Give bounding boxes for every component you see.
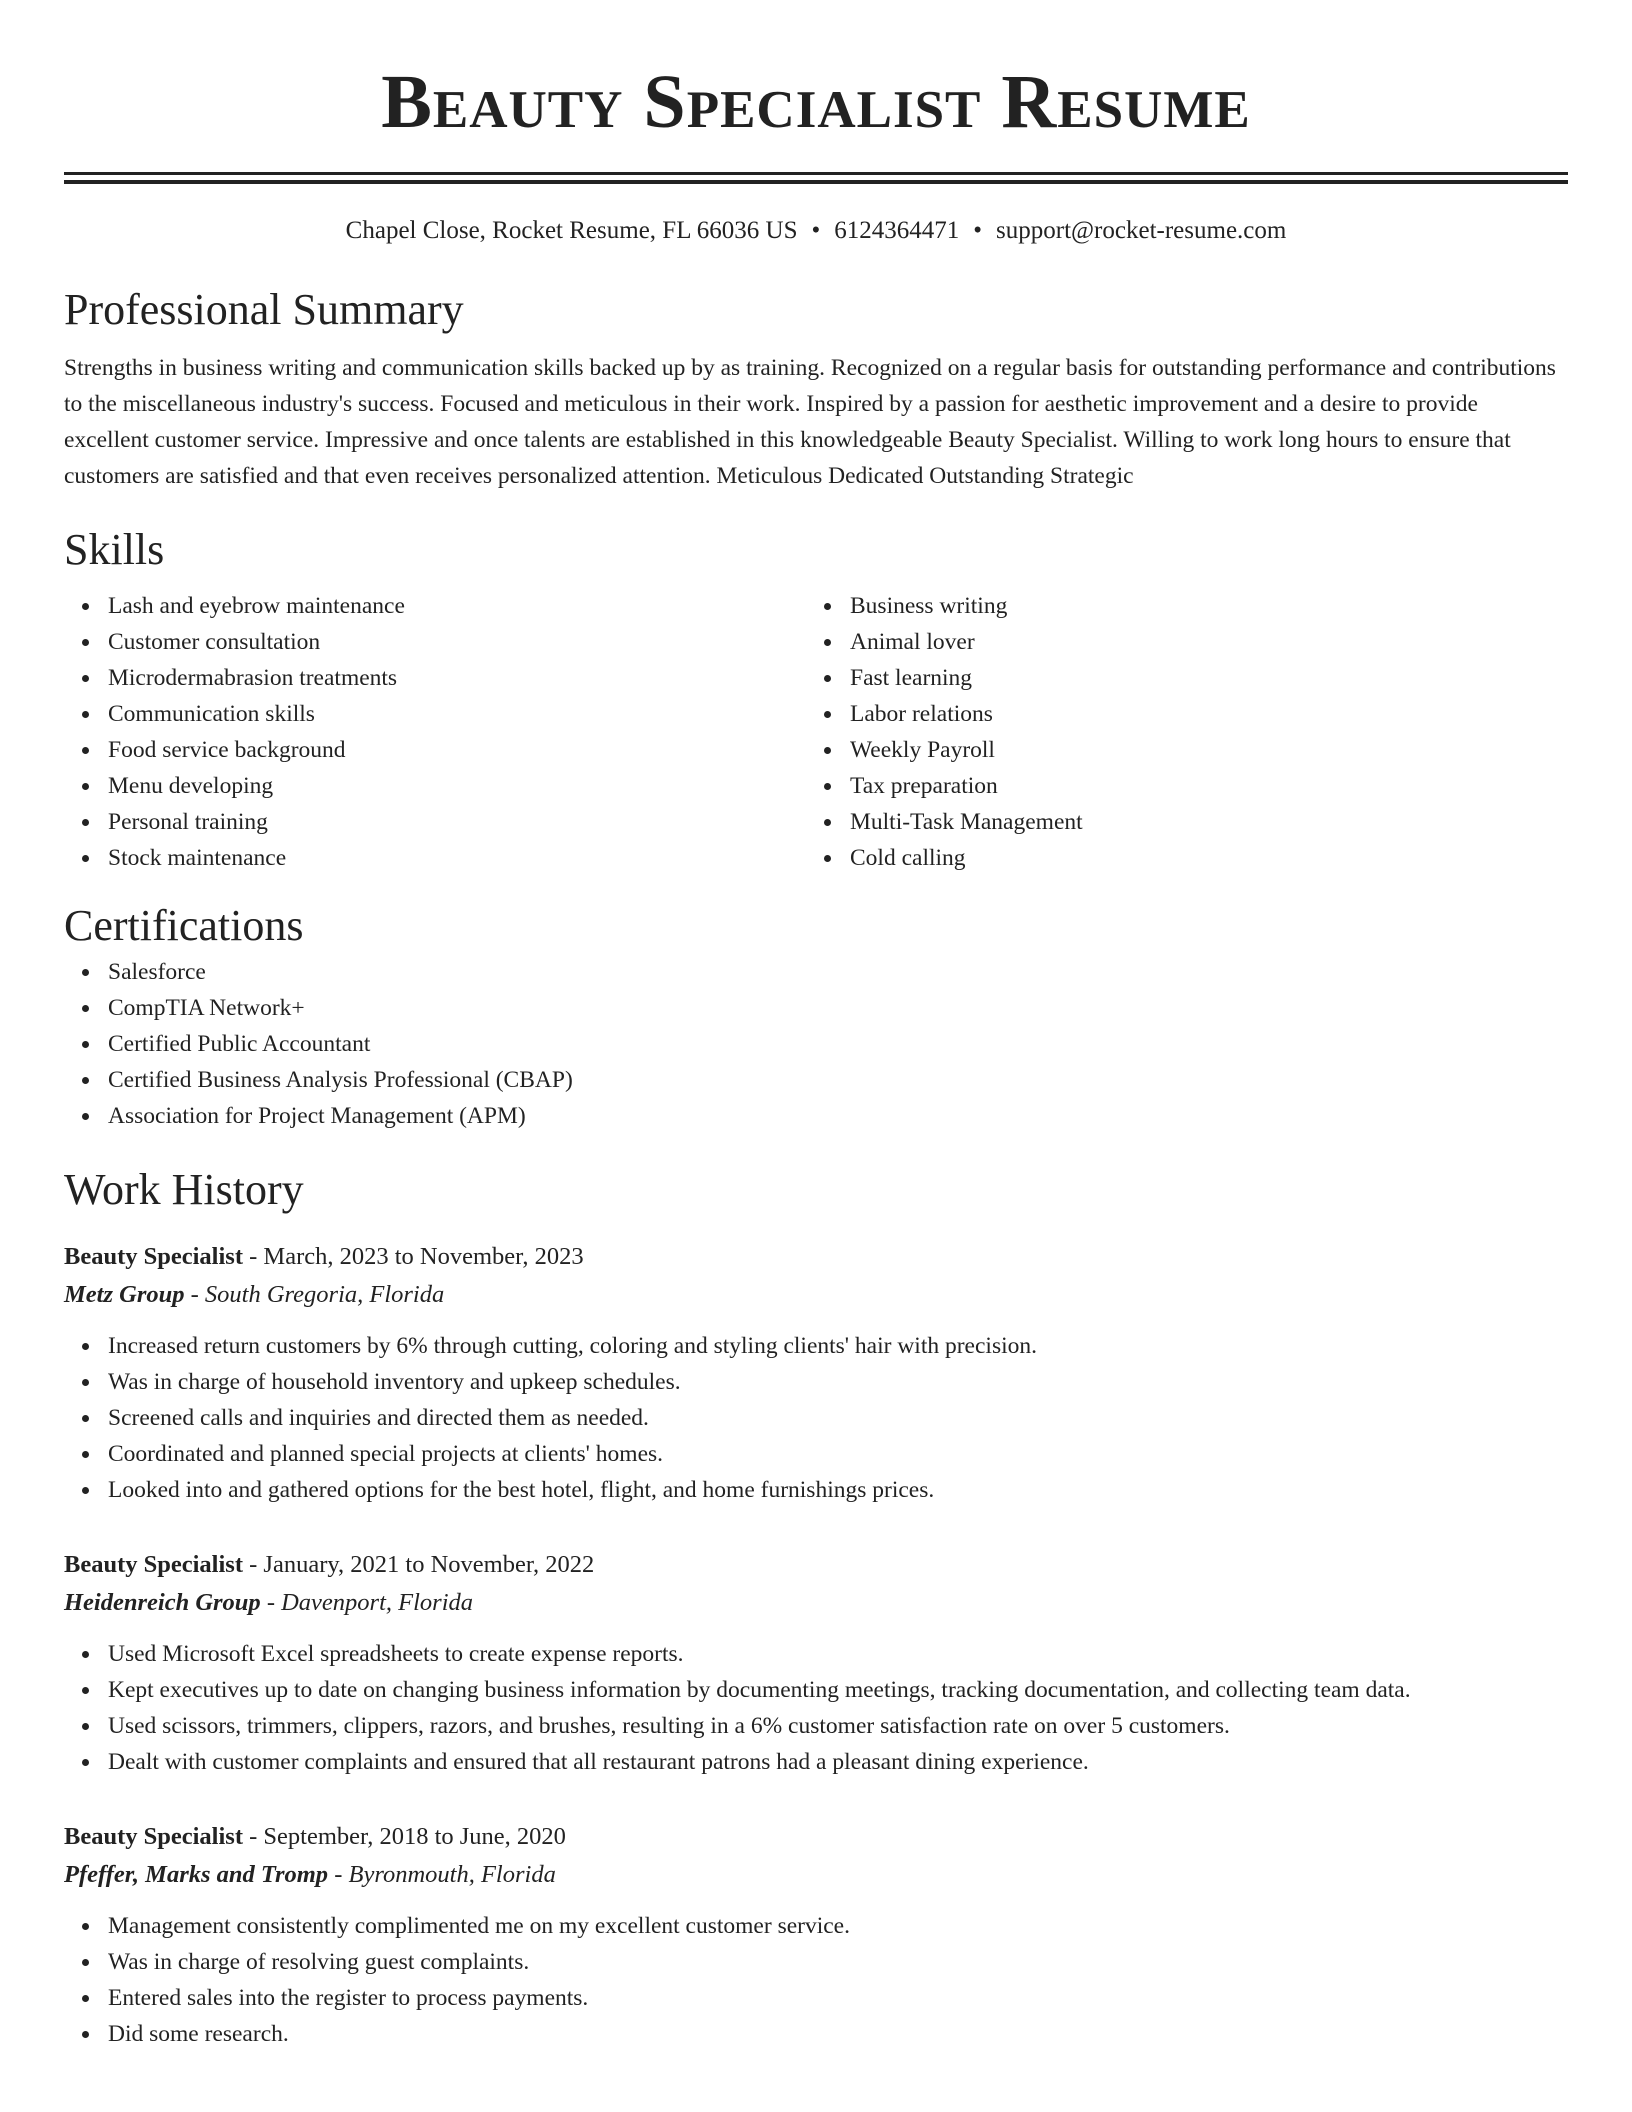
- skills-list-right: [806, 588, 1548, 876]
- skills-column-left: [64, 588, 806, 876]
- certification-item: Certified Public Accountant: [108, 1026, 1568, 1062]
- job-company-line: [64, 1856, 1568, 1894]
- job-title: Beauty Specialist: [64, 1243, 243, 1270]
- skill-item: Customer consultation: [108, 624, 806, 660]
- skill-item: Fast learning: [850, 660, 1548, 696]
- skill-item: Stock maintenance: [108, 840, 806, 876]
- job-dash: -: [334, 1861, 343, 1888]
- job-dates: January, 2021 to November, 2022: [263, 1551, 595, 1578]
- job-title-line: [64, 1238, 1568, 1276]
- certifications-heading: Certifications: [64, 901, 304, 950]
- job-company-line: [64, 1584, 1568, 1622]
- job-dates: March, 2023 to November, 2023: [263, 1243, 584, 1270]
- skill-item: Food service background: [108, 732, 806, 768]
- job-bullet: Entered sales into the register to process payments.: [108, 1980, 1568, 2016]
- skills-columns: [64, 588, 1568, 876]
- certification-item: Certified Business Analysis Professional (CBAP): [108, 1062, 1568, 1098]
- certification-item: Association for Project Management (APM): [108, 1098, 1568, 1134]
- contact-line: [64, 214, 1568, 248]
- job-dash: -: [266, 1589, 275, 1616]
- job-bullets: [64, 1328, 1568, 1508]
- job-location: South Gregoria, Florida: [204, 1281, 445, 1308]
- job-company: Pfeffer, Marks and Tromp: [64, 1861, 329, 1888]
- contact-email: support@rocket-resume.com: [996, 217, 1287, 244]
- job-bullet: Increased return customers by 6% through cutting, coloring and styling clients' hair with precision.: [108, 1328, 1568, 1364]
- job-dash: -: [249, 1551, 258, 1578]
- job-entry: [64, 1818, 1568, 2052]
- certification-item: CompTIA Network+: [108, 990, 1568, 1026]
- title-double-rule: [64, 172, 1568, 184]
- job-dash: -: [249, 1243, 258, 1270]
- job-entry: [64, 1238, 1568, 1508]
- job-bullets: [64, 1908, 1568, 2052]
- job-title-line: [64, 1546, 1568, 1584]
- skills-heading: Skills: [64, 525, 165, 574]
- skill-item: Multi-Task Management: [850, 804, 1548, 840]
- summary-text: Strengths in business writing and communication skills backed up by as training. Recognized on a regular basis for outstanding performance and contributions to the miscellaneous industry's success. Focused and meticulous in their work. Inspired by a passion for aesthetic improvement and a desire to provide excellent customer service. Impressive and once talents are established in this knowledgeable Beauty Specialist. Willing to work long hours to ensure that customers are satisfied and that even receives personalized attention. Meticulous Dedicated Outstanding Strategic: [64, 355, 1556, 489]
- job-title: Beauty Specialist: [64, 1551, 243, 1578]
- skill-item: Business writing: [850, 588, 1548, 624]
- job-bullet: Was in charge of resolving guest complaints.: [108, 1944, 1568, 1980]
- job-bullet: Was in charge of household inventory and upkeep schedules.: [108, 1364, 1568, 1400]
- contact-phone: 6124364471: [834, 217, 960, 244]
- job-bullet: Dealt with customer complaints and ensured that all restaurant patrons had a pleasant dining experience.: [108, 1744, 1568, 1780]
- job-bullet: Used Microsoft Excel spreadsheets to create expense reports.: [108, 1636, 1568, 1672]
- skill-item: Menu developing: [108, 768, 806, 804]
- skill-item: Labor relations: [850, 696, 1548, 732]
- job-company: Heidenreich Group: [64, 1589, 261, 1616]
- job-company-line: [64, 1276, 1568, 1314]
- job-company: Metz Group: [64, 1281, 185, 1308]
- skill-item: Weekly Payroll: [850, 732, 1548, 768]
- skills-list-left: [64, 588, 806, 876]
- skill-item: Personal training: [108, 804, 806, 840]
- work-history-heading: Work History: [64, 1165, 304, 1214]
- contact-separator: •: [811, 217, 821, 244]
- job-bullet: Used scissors, trimmers, clippers, razors, and brushes, resulting in a 6% customer satisfaction rate on over 5 customers.: [108, 1708, 1568, 1744]
- certification-item: Salesforce: [108, 954, 1568, 990]
- contact-address: Chapel Close, Rocket Resume, FL 66036 US: [345, 217, 798, 244]
- skill-item: Microdermabrasion treatments: [108, 660, 806, 696]
- job-bullet: Management consistently complimented me on my excellent customer service.: [108, 1908, 1568, 1944]
- job-bullet: Looked into and gathered options for the best hotel, flight, and home furnishings prices.: [108, 1472, 1568, 1508]
- job-bullet: Kept executives up to date on changing business information by documenting meetings, tracking documentation, and collecting team data.: [108, 1672, 1568, 1708]
- job-entry: [64, 1546, 1568, 1780]
- skill-item: Lash and eyebrow maintenance: [108, 588, 806, 624]
- skill-item: Communication skills: [108, 696, 806, 732]
- summary-heading: Professional Summary: [64, 285, 464, 334]
- skill-item: Tax preparation: [850, 768, 1548, 804]
- job-title-line: [64, 1818, 1568, 1856]
- job-bullet: Screened calls and inquiries and directed them as needed.: [108, 1400, 1568, 1436]
- contact-separator: •: [973, 217, 983, 244]
- job-dash: -: [249, 1823, 258, 1850]
- job-bullet: Did some research.: [108, 2016, 1568, 2052]
- page-title: Beauty Specialist Resume: [381, 60, 1251, 144]
- skill-item: Animal lover: [850, 624, 1548, 660]
- job-dash: -: [190, 1281, 199, 1308]
- skill-item: Cold calling: [850, 840, 1548, 876]
- job-location: Davenport, Florida: [281, 1589, 474, 1616]
- job-title: Beauty Specialist: [64, 1823, 243, 1850]
- skills-column-right: [806, 588, 1548, 876]
- job-dates: September, 2018 to June, 2020: [263, 1823, 566, 1850]
- certifications-list: [64, 954, 1568, 1134]
- job-bullet: Coordinated and planned special projects at clients' homes.: [108, 1436, 1568, 1472]
- job-location: Byronmouth, Florida: [348, 1861, 556, 1888]
- job-bullets: [64, 1636, 1568, 1780]
